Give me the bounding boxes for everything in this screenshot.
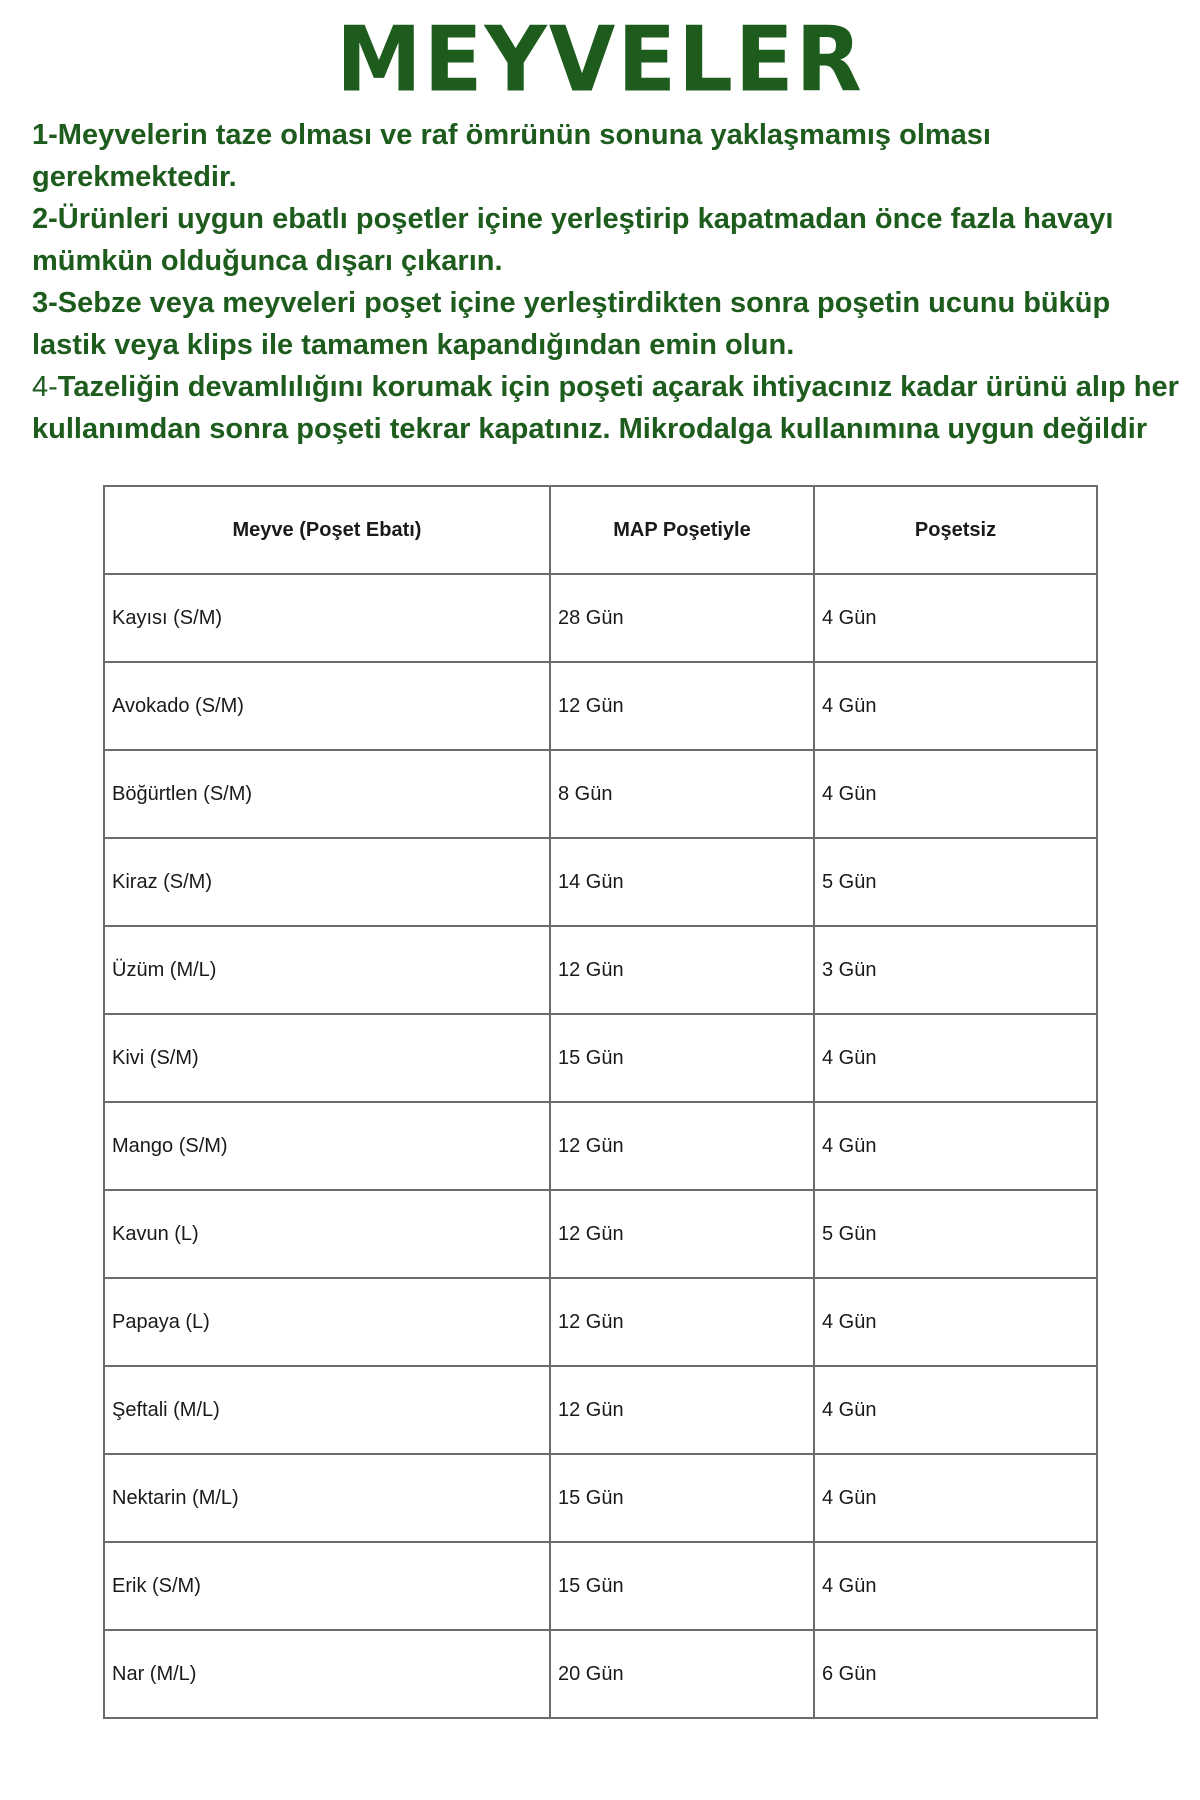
table-row <box>104 1542 1097 1630</box>
cell-no-bag: 3 Gün <box>814 926 1097 1014</box>
cell-no-bag: 4 Gün <box>814 750 1097 838</box>
cell-fruit: Kiraz (S/M) <box>104 838 550 926</box>
instruction-text: Sebze veya meyveleri poşet içine yerleştirdikten sonra poşetin ucunu büküp lastik veya klips ile tamamen kapandığından emin olun. <box>32 287 1111 361</box>
instruction-number: 4- <box>32 371 58 403</box>
cell-map-bag: 12 Gün <box>550 1366 814 1454</box>
cell-map-bag: 15 Gün <box>550 1542 814 1630</box>
cell-map-bag: 20 Gün <box>550 1630 814 1718</box>
cell-no-bag: 5 Gün <box>814 1190 1097 1278</box>
table-row <box>104 1454 1097 1542</box>
cell-map-bag: 12 Gün <box>550 926 814 1014</box>
instruction-number: 1- <box>32 119 58 151</box>
cell-no-bag: 4 Gün <box>814 1366 1097 1454</box>
cell-fruit: Mango (S/M) <box>104 1102 550 1190</box>
header-no-bag: Poşetsiz <box>814 486 1097 574</box>
instruction-number: 3- <box>32 287 58 319</box>
instruction-text: Ürünleri uygun ebatlı poşetler içine yerleştirip kapatmadan önce fazla havayı mümkün olduğunca dışarı çıkarın. <box>32 203 1114 277</box>
table-row <box>104 926 1097 1014</box>
table-row <box>104 1630 1097 1718</box>
instruction-number: 2- <box>32 203 58 235</box>
instructions-block <box>32 114 1182 450</box>
cell-fruit: Erik (S/M) <box>104 1542 550 1630</box>
cell-map-bag: 12 Gün <box>550 1190 814 1278</box>
table-row <box>104 574 1097 662</box>
table-row <box>104 1014 1097 1102</box>
cell-map-bag: 15 Gün <box>550 1014 814 1102</box>
cell-map-bag: 28 Gün <box>550 574 814 662</box>
page-title: MEYVELER <box>336 7 864 113</box>
storage-table <box>103 485 1098 1719</box>
cell-no-bag: 5 Gün <box>814 838 1097 926</box>
instruction-item <box>32 198 1182 282</box>
instruction-text: Tazeliğin devamlılığını korumak için poşeti açarak ihtiyacınız kadar ürünü alıp her kullanımdan sonra poşeti tekrar kapatınız. Mikrodalga kullanımına uygun değildir <box>32 371 1179 445</box>
cell-map-bag: 12 Gün <box>550 1278 814 1366</box>
cell-fruit: Kivi (S/M) <box>104 1014 550 1102</box>
cell-no-bag: 4 Gün <box>814 1542 1097 1630</box>
cell-fruit: Nar (M/L) <box>104 1630 550 1718</box>
cell-fruit: Nektarin (M/L) <box>104 1454 550 1542</box>
cell-no-bag: 4 Gün <box>814 1454 1097 1542</box>
cell-fruit: Kayısı (S/M) <box>104 574 550 662</box>
cell-no-bag: 4 Gün <box>814 1278 1097 1366</box>
cell-fruit: Papaya (L) <box>104 1278 550 1366</box>
table-row <box>104 1366 1097 1454</box>
cell-fruit: Böğürtlen (S/M) <box>104 750 550 838</box>
cell-no-bag: 4 Gün <box>814 1014 1097 1102</box>
table-row <box>104 750 1097 838</box>
cell-map-bag: 15 Gün <box>550 1454 814 1542</box>
instruction-text: Meyvelerin taze olması ve raf ömrünün sonuna yaklaşmamış olması gerekmektedir. <box>32 119 991 193</box>
cell-map-bag: 12 Gün <box>550 1102 814 1190</box>
cell-no-bag: 6 Gün <box>814 1630 1097 1718</box>
table-header-row <box>104 486 1097 574</box>
instruction-item <box>32 114 1182 198</box>
cell-no-bag: 4 Gün <box>814 662 1097 750</box>
header-map-bag: MAP Poşetiyle <box>550 486 814 574</box>
table-row <box>104 1190 1097 1278</box>
cell-no-bag: 4 Gün <box>814 574 1097 662</box>
cell-map-bag: 8 Gün <box>550 750 814 838</box>
cell-fruit: Şeftali (M/L) <box>104 1366 550 1454</box>
cell-map-bag: 14 Gün <box>550 838 814 926</box>
instruction-item <box>32 366 1182 450</box>
storage-table-wrapper <box>103 485 1098 1719</box>
table-row <box>104 662 1097 750</box>
header-fruit: Meyve (Poşet Ebatı) <box>104 486 550 574</box>
cell-fruit: Kavun (L) <box>104 1190 550 1278</box>
instruction-item <box>32 282 1182 366</box>
table-row <box>104 1278 1097 1366</box>
cell-fruit: Avokado (S/M) <box>104 662 550 750</box>
cell-no-bag: 4 Gün <box>814 1102 1097 1190</box>
table-row <box>104 1102 1097 1190</box>
cell-fruit: Üzüm (M/L) <box>104 926 550 1014</box>
cell-map-bag: 12 Gün <box>550 662 814 750</box>
table-row <box>104 838 1097 926</box>
